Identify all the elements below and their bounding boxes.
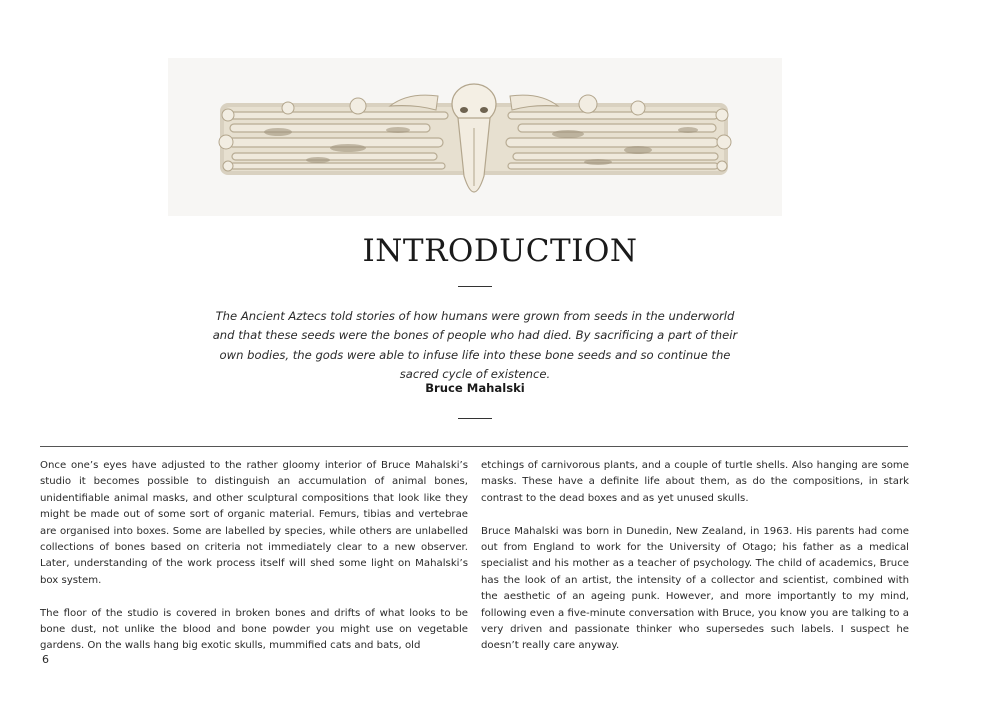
title-divider: [458, 286, 492, 287]
body-column-right: [481, 458, 909, 671]
page-title: INTRODUCTION: [362, 233, 638, 269]
body-paragraph: The floor of the studio is covered in broken bones and drifts of what looks to be bone dust, not unlike the blood and bone powder you might use on vegetable gardens. On the walls hang big exotic skulls, mummified cats and bats, old: [40, 607, 468, 652]
body-paragraph: Once one’s eyes have adjusted to the rather gloomy interior of Bruce Mahalski’s studio it becomes possible to distinguish an accumulation of animal bones, unidentifiable animal masks, and other sculptural compositions that look like they might be made out of some sort of organic material. Femurs, tibias and vertebrae are organised into boxes. Some are labelled by species, while others are unlabelled collections of bones based on criteria not immediately clear to a new observer. Later, understanding of the work process itself will shed some light on Mahalski’s box system.: [40, 460, 468, 586]
quote-attribution: Bruce Mahalski: [425, 381, 525, 395]
bone-sculpture-image: [168, 58, 782, 216]
body-column-left: [40, 458, 468, 671]
epigraph-quote: The Ancient Aztecs told stories of how humans were grown from seeds in the underworld and that these seeds were the bones of people who had died. By sacrificing a part of their own bodies, the gods were able to infuse life into these bone seeds and so continue the sacred cycle of existence.: [212, 309, 738, 382]
section-divider: [40, 446, 908, 447]
bone-sculpture-illustration: [168, 58, 782, 216]
quote-divider: [458, 418, 492, 419]
body-paragraph: etchings of carnivorous plants, and a couple of turtle shells. Also hanging are some masks. These have a definite life about them, as do the compositions, in stark contrast to the dead boxes and as yet unused skulls.: [481, 460, 909, 504]
body-paragraph: Bruce Mahalski was born in Dunedin, New Zealand, in 1963. His parents had come out from England to work for the University of Otago; his father as a medical specialist and his mother as a teacher of psychology. The child of academics, Bruce has the look of an artist, the intensity of a collector and scientist, combined with the aesthetic of an ageing punk. However, and more importantly to my mind, following even a five-minute conversation with Bruce, you know you are talking to a very driven and passionate thinker who supersedes such labels. I suspect he doesn’t really care anyway.: [481, 525, 909, 652]
page-number: 6: [42, 653, 49, 666]
